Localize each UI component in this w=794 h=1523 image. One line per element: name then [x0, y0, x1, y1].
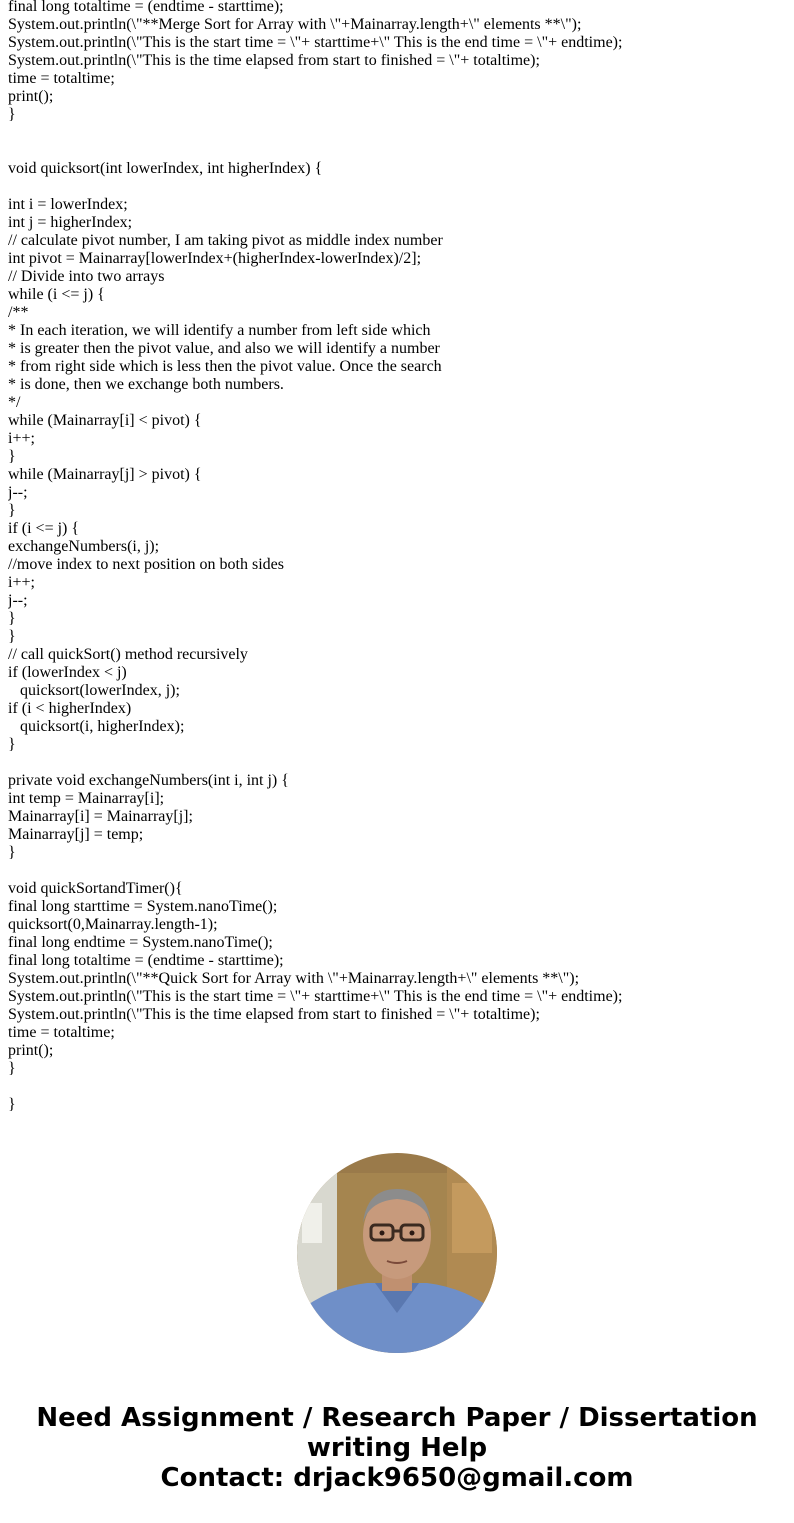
code-line: * is greater then the pivot value, and also we will identify a number: [8, 340, 440, 357]
code-line: */: [8, 394, 21, 411]
code-line: while (Mainarray[i] < pivot) {: [8, 412, 202, 429]
code-line: final long endtime = System.nanoTime();: [8, 934, 273, 951]
code-line: private void exchangeNumbers(int i, int j) {: [8, 772, 289, 789]
code-line: System.out.println(\"This is the start time = \"+ starttime+\" This is the end time = \"+ endtime);: [8, 988, 623, 1005]
code-line: int pivot = Mainarray[lowerIndex+(higherIndex-lowerIndex)/2];: [8, 250, 422, 267]
code-line: j--;: [8, 484, 28, 501]
code-line: [8, 178, 788, 196]
code-line: [8, 142, 788, 160]
code-line: time = totaltime;: [8, 1024, 115, 1041]
code-line: if (i <= j) {: [8, 520, 80, 537]
code-line: }: [8, 106, 16, 123]
code-line: print();: [8, 88, 54, 105]
code-line: }: [8, 628, 16, 645]
code-line: // Divide into two arrays: [8, 268, 165, 285]
code-line: void quicksort(int lowerIndex, int higherIndex) {: [8, 160, 323, 177]
code-listing: [8, 0, 788, 1114]
code-line: Mainarray[j] = temp;: [8, 826, 144, 843]
code-line: int temp = Mainarray[i];: [8, 790, 165, 807]
avatar-portrait-image: [297, 1153, 497, 1353]
code-line: i++;: [8, 574, 35, 591]
code-line: * is done, then we exchange both numbers.: [8, 376, 284, 393]
code-line: quicksort(0,Mainarray.length-1);: [8, 916, 218, 933]
code-line: j--;: [8, 592, 28, 609]
code-line: [8, 754, 788, 772]
code-line: //move index to next position on both sides: [8, 556, 284, 573]
code-line: while (i <= j) {: [8, 286, 105, 303]
code-line: }: [8, 502, 16, 519]
code-line: [8, 862, 788, 880]
code-line: void quickSortandTimer(){: [8, 880, 183, 897]
code-line: }: [8, 610, 16, 627]
code-line: final long totaltime = (endtime - starttime);: [8, 0, 284, 15]
code-line: exchangeNumbers(i, j);: [8, 538, 160, 555]
footer-line-2: writing Help: [306, 1433, 488, 1463]
footer-contact-line: Contact: drjack9650@gmail.com: [160, 1463, 634, 1493]
author-avatar: [297, 1153, 497, 1353]
code-line: if (lowerIndex < j): [8, 664, 127, 681]
code-line: * In each iteration, we will identify a number from left side which: [8, 322, 431, 339]
code-line: quicksort(i, higherIndex);: [8, 718, 185, 735]
code-line: int j = higherIndex;: [8, 214, 133, 231]
code-line: }: [8, 1096, 16, 1113]
code-line: i++;: [8, 430, 35, 447]
code-line: // calculate pivot number, I am taking pivot as middle index number: [8, 232, 443, 249]
code-line: }: [8, 448, 16, 465]
code-line: quicksort(lowerIndex, j);: [8, 682, 180, 699]
code-line: Mainarray[i] = Mainarray[j];: [8, 808, 193, 825]
code-line: }: [8, 1060, 16, 1077]
code-line: final long totaltime = (endtime - starttime);: [8, 952, 284, 969]
code-line: System.out.println(\"This is the time elapsed from start to finished = \"+ totaltime);: [8, 1006, 540, 1023]
code-line: [8, 124, 788, 142]
code-line: final long starttime = System.nanoTime();: [8, 898, 278, 915]
footer-promo: [0, 1403, 794, 1493]
code-line: System.out.println(\"This is the time elapsed from start to finished = \"+ totaltime);: [8, 52, 540, 69]
code-line: System.out.println(\"This is the start time = \"+ starttime+\" This is the end time = \"+ endtime);: [8, 34, 623, 51]
code-line: * from right side which is less then the pivot value. Once the search: [8, 358, 442, 375]
code-line: int i = lowerIndex;: [8, 196, 128, 213]
code-line: /**: [8, 304, 29, 321]
code-line: while (Mainarray[j] > pivot) {: [8, 466, 202, 483]
code-line: }: [8, 844, 16, 861]
code-line: print();: [8, 1042, 54, 1059]
code-line: time = totaltime;: [8, 70, 115, 87]
code-line: System.out.println(\"**Quick Sort for Array with \"+Mainarray.length+\" elements **\");: [8, 970, 580, 987]
code-line: if (i < higherIndex): [8, 700, 132, 717]
footer-line-1: Need Assignment / Research Paper / Dissertation: [36, 1403, 758, 1433]
code-line: // call quickSort() method recursively: [8, 646, 248, 663]
code-line: System.out.println(\"**Merge Sort for Array with \"+Mainarray.length+\" elements **\");: [8, 16, 582, 33]
code-line: [8, 1078, 788, 1096]
code-line: }: [8, 736, 16, 753]
